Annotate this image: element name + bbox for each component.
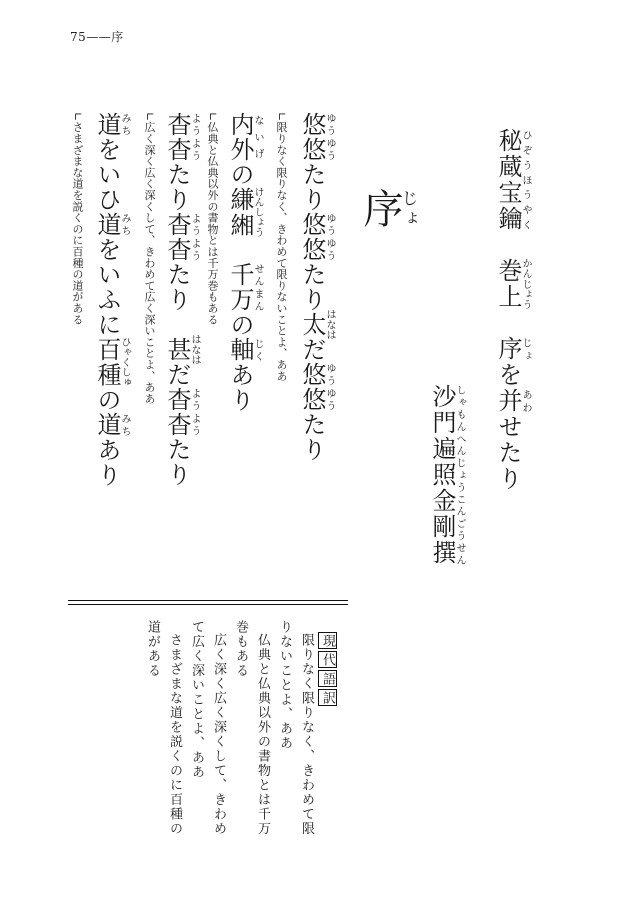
translation-line-6: て広く深いことよ、ああ	[189, 620, 204, 780]
title-kanji-4: 并あわ	[494, 388, 531, 414]
author-line: 沙門遍照金剛撰しゃもんへんじょうこんごうせん	[428, 384, 465, 566]
verse-line-3: 杳杳ようようたり杳杳ようようたり 甚はなはだ杳杳ようようたり	[163, 112, 200, 487]
title-kanji-2: 巻上かんじょう	[494, 258, 531, 310]
verse-line-1: 悠悠ゆうゆうたり悠悠ゆうゆうたり太はなはだ悠悠ゆうゆうたり	[298, 112, 335, 462]
translation-line-4: 巻もある	[233, 620, 248, 678]
translation-line-7: さまざまな道を説くのに百種の	[167, 633, 182, 836]
section-heading: 序じょ	[357, 188, 419, 228]
section-divider-bottom	[68, 604, 348, 605]
translation-line-3: 仏典と仏典以外の書物とは千万	[255, 633, 270, 836]
verse-gloss-1: ∟限りなく限りなく、きわめて限りないことよ、ああ	[275, 112, 288, 382]
translation-line-8: 道がある	[145, 620, 160, 678]
verse-line-2: 内外ないげの縑緗けんしょう 千万せんまんの軸じくあり	[226, 112, 263, 413]
title-kanji-3: 序じょ	[494, 336, 531, 362]
translation-line-1: 限りなく限りなく、きわめて限	[299, 633, 314, 836]
section-divider-top	[68, 600, 348, 601]
title-kanji-1: 秘蔵宝鑰ひぞうほうやく	[494, 128, 531, 232]
verse-gloss-3: ∟広く深く広く深くして、きわめて広く深いことよ、ああ	[143, 112, 156, 405]
translation-line-2: りないことよ、ああ	[277, 620, 292, 751]
translation-label: 現代語訳	[320, 634, 335, 704]
verse-gloss-2: ∟仏典と仏典以外の書物とは千万巻もある	[206, 112, 219, 325]
verse-line-4: 道みちをいひ道みちをいふに百種ひゃくしゅの道みちあり	[93, 112, 130, 488]
work-title: 秘蔵宝鑰ひぞうほうやく 巻上かんじょう 序じょを并あわせたり	[494, 128, 531, 492]
page-folio: 75——序	[70, 30, 124, 44]
translation-line-5: 広く深く広く深くして、きわめ	[211, 633, 226, 836]
verse-gloss-4: ∟さまざまな道を説くのに百種の道がある	[71, 112, 84, 325]
